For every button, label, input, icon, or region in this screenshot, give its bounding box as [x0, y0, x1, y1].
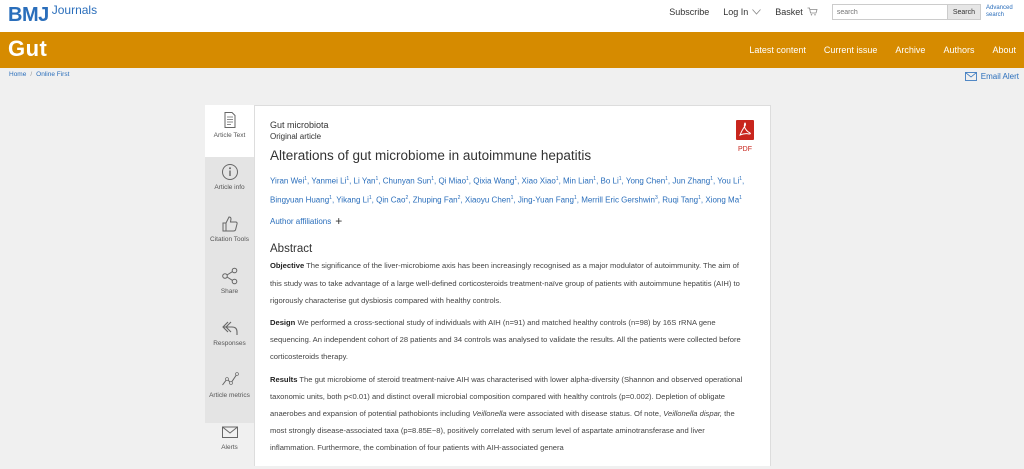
author-affiliations-label: Author affiliations [270, 216, 332, 226]
plus-icon: + [335, 214, 343, 229]
envelope-icon [965, 72, 981, 81]
author-affiliation-marker[interactable]: 1 [665, 176, 668, 182]
sidebar-item-label: Responses [213, 340, 246, 347]
sidebar-item-label: Article Text [213, 132, 246, 139]
abstract-objective [270, 257, 750, 309]
article-type: Original article [270, 132, 322, 141]
design-label: Design [270, 317, 296, 327]
author-link[interactable]: Jun Zhang [672, 176, 711, 186]
sidebar-item-label: Article info [214, 184, 245, 191]
document-icon [221, 111, 239, 129]
abstract-results [270, 371, 750, 457]
chevron-down-icon [752, 7, 761, 17]
author-link[interactable]: Zhuping Fan [412, 195, 458, 205]
author-affiliation-marker[interactable]: 1 [710, 176, 713, 182]
sidebar-item-label: Citation Tools [210, 236, 249, 243]
results-text-2: were associated with disease status. Of note, [506, 408, 664, 418]
author-affiliation-marker[interactable]: 1 [329, 195, 332, 202]
login-link[interactable] [723, 7, 761, 17]
author-link[interactable]: Qi Miao [438, 176, 467, 186]
thumbs-up-icon [221, 215, 239, 233]
envelope-icon [221, 423, 239, 441]
results-text-1: The gut microbiome of steroid treatment-naive AIH was characterised with lower alpha-diversity (Shannon and observed operational taxonomic units, both p<0.01) and distinct overall microbial composition compared with healthy controls (p=0.002). Depletion of obligate anaerobes and expansion of potential pathobionts including [270, 374, 743, 418]
author-link[interactable]: Xiao Xiao [521, 176, 556, 186]
journal-nav [731, 32, 1016, 68]
basket-icon [807, 7, 818, 18]
sidebar-item-article-text[interactable] [205, 105, 254, 157]
sidebar-item-label: Article metrics [209, 392, 250, 399]
nav-current-issue[interactable]: Current issue [823, 45, 878, 55]
advanced-search-link[interactable]: Advanced search [986, 5, 1013, 18]
article-title: Alterations of gut microbiome in autoimmune hepatitis [270, 148, 592, 163]
breadcrumb-current[interactable]: Online First [36, 71, 70, 78]
objective-text: The significance of the liver-microbiome axis has been increasingly recognised as a major modulator of autoimmunity. The aim of this study was to take advantage of a large well-defined corticosteroids treatment-naïve group of patients with autoimmune hepatitis (AIH) to rigorously characterise gut dysbiosis compared with healthy controls. [270, 261, 740, 305]
sidebar-item-article-info[interactable] [205, 157, 254, 209]
results-veillonella-dispar: Veillonella dispar, [663, 408, 723, 418]
author-affiliations-toggle[interactable] [270, 214, 754, 228]
login-label: Log In [723, 7, 749, 17]
abstract-heading: Abstract [270, 243, 313, 256]
journal-title[interactable]: Gut [8, 36, 48, 61]
email-alert-link[interactable] [965, 72, 1019, 81]
article-subject[interactable]: Gut microbiota [270, 120, 329, 130]
pdf-icon [736, 120, 754, 145]
author-list: Yiran Wei$^1$, Yanmei Li$^1$, Li Yan$^1$, Chunyan Sun$^1$, Qi Miao$^1$, Qixia Wang$^1$, Xiao Xiao$^1$, Min Lian$^1$, Bo Li$^1$, Yong Chen$^1$, Jun Zhang$^1$, You Li$^1$, Bingyuan Huang$^1$, Yikang Li$^1$, Qin Cao$^2$, Zhuping Fan$^2$, Xiaoyu Chen$^1$, Jing-Yuan Fang$^1$, Merrill Eric Gershwin$^3$, Ruqi Tang$^1$, Xiong Ma$^1$ [270, 176, 745, 205]
author-link[interactable]: You Li [717, 176, 740, 186]
pdf-label: PDF [738, 146, 752, 153]
article-content [254, 105, 771, 466]
author-affiliation-marker[interactable]: 1 [739, 176, 743, 182]
author-affiliation-marker[interactable]: 1 [514, 176, 518, 182]
nav-archive[interactable]: Archive [895, 45, 926, 55]
author-link[interactable]: Chunyan Sun [382, 176, 432, 186]
objective-label: Objective [270, 261, 305, 271]
sidebar-item-article-metrics[interactable] [205, 365, 254, 417]
author-link[interactable]: Jing-Yuan Fang [517, 195, 574, 205]
author-link[interactable]: Yiran Wei [270, 176, 305, 186]
journal-header [0, 32, 1024, 68]
nav-latest-content[interactable]: Latest content [749, 45, 806, 55]
nav-authors[interactable]: Authors [943, 45, 975, 55]
bmj-journals-logo[interactable] [8, 3, 97, 27]
author-link[interactable]: Xiaoyu Chen [464, 195, 511, 205]
author-affiliation-marker[interactable]: 3 [654, 195, 658, 202]
author-link[interactable]: Yikang Li [336, 195, 369, 205]
breadcrumb [9, 71, 69, 78]
design-text: We performed a cross-sectional study of individuals with AIH (n=91) and matched healthy controls (n=98) by 16S rRNA gene sequencing. An independent cohort of 28 patients and 34 controls was analysed to validate the results. All the patients were collected before corticosteroids therapy. [270, 317, 741, 362]
basket-label: Basket [775, 7, 803, 17]
author-affiliation-marker[interactable]: 1 [466, 176, 469, 182]
sidebar-item-label: Alerts [221, 444, 238, 451]
basket-link[interactable] [775, 7, 818, 18]
sidebar-item-responses[interactable] [205, 313, 254, 365]
author-link[interactable]: Yong Chen [625, 176, 666, 186]
sidebar-item-share[interactable] [205, 261, 254, 313]
author-affiliation-marker[interactable]: 1 [346, 176, 350, 182]
author-affiliation-marker[interactable]: 2 [457, 195, 461, 202]
author-link[interactable]: Qixia Wang [473, 176, 515, 186]
logo-bmj: BMJ [8, 4, 49, 26]
author-affiliation-marker[interactable]: 1 [618, 176, 622, 182]
results-text-3: the most strongly disease-associated taxa (p=8.85E−8), positively correlated with serum level of aspartate aminotransferase and liver inflammation. Furthermore, the combination of four patients with AIH-associated genera [270, 408, 735, 453]
author-link[interactable]: Xiong Ma [705, 195, 740, 205]
author-link[interactable]: Ruqi Tang [662, 195, 699, 205]
author-affiliation-marker[interactable]: 1 [739, 195, 742, 202]
metrics-icon [221, 371, 239, 389]
author-affiliation-marker[interactable]: 1 [555, 176, 559, 182]
author-link[interactable]: Merrill Eric Gershwin [581, 195, 655, 205]
top-links [669, 4, 1016, 20]
author-affiliation-marker[interactable]: 2 [405, 195, 409, 202]
author-link[interactable]: Qin Cao [376, 195, 406, 205]
search-input[interactable] [832, 4, 948, 20]
author-link[interactable]: Li Yan [353, 176, 376, 186]
search-button[interactable]: Search [948, 4, 981, 20]
sidebar-item-citation-tools[interactable] [205, 209, 254, 261]
sidebar-item-label: Share [220, 288, 239, 295]
nav-about[interactable]: About [992, 45, 1016, 55]
abstract-design [270, 314, 750, 366]
author-affiliation-marker[interactable]: 1 [304, 176, 308, 182]
article-sidebar [205, 105, 254, 451]
author-affiliation-marker[interactable]: 1 [593, 176, 597, 182]
author-affiliation-marker[interactable]: 1 [698, 195, 701, 202]
author-link[interactable]: Bo Li [600, 176, 619, 186]
results-veillonella: Veillonella [472, 408, 507, 418]
reply-icon [221, 319, 239, 337]
share-icon [221, 267, 239, 285]
top-bar [0, 0, 1024, 32]
author-affiliation-marker[interactable]: 1 [510, 195, 514, 202]
info-icon [221, 163, 239, 181]
pdf-download[interactable] [736, 120, 754, 153]
author-affiliation-marker[interactable]: 1 [573, 195, 577, 202]
author-affiliation-marker[interactable]: 1 [368, 195, 372, 202]
author-affiliation-marker[interactable]: 1 [431, 176, 434, 182]
subscribe-link[interactable]: Subscribe [669, 7, 710, 17]
author-link[interactable]: Yanmei Li [311, 176, 347, 186]
author-link[interactable]: Min Lian [563, 176, 594, 186]
author-affiliation-marker[interactable]: 1 [375, 176, 379, 182]
sidebar-item-alerts[interactable] [205, 417, 254, 469]
logo-journals: Journals [51, 3, 98, 17]
breadcrumb-separator: / [30, 71, 33, 78]
author-link[interactable]: Bingyuan Huang [270, 195, 330, 205]
email-alert-label: Email Alert [980, 72, 1019, 81]
breadcrumb-home[interactable]: Home [9, 71, 27, 78]
results-label: Results [270, 374, 298, 384]
